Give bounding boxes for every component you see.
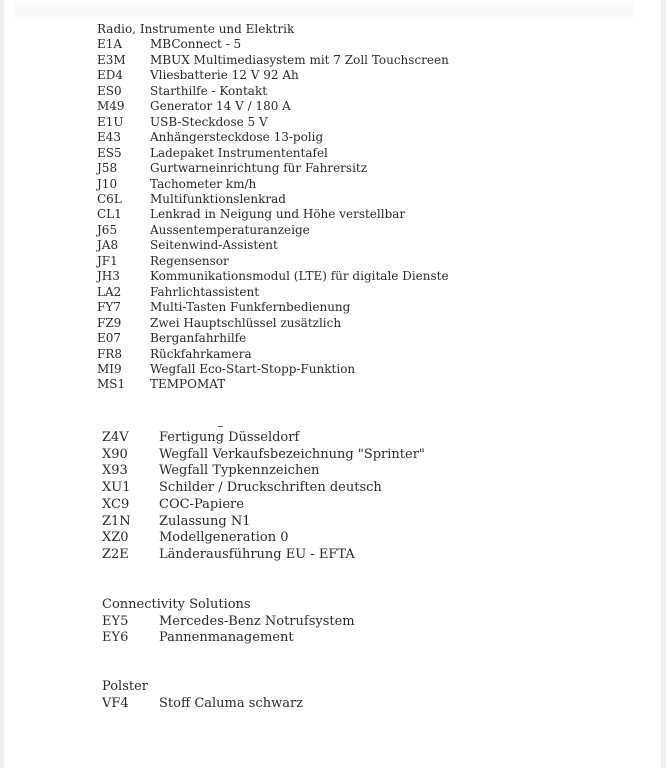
option-description: Rückfahrkamera	[150, 346, 252, 361]
section-radio-instrumente-elektrik	[97, 22, 449, 393]
option-description: Mercedes-Benz Notrufsystem	[159, 613, 355, 629]
option-description: Zwei Hauptschlüssel zusätzlich	[150, 315, 342, 330]
option-code: ES0	[97, 83, 122, 98]
list-item	[97, 115, 449, 130]
option-description: Länderausführung EU - EFTA	[159, 546, 355, 562]
page-top-shadow	[14, 0, 634, 20]
list-item	[97, 99, 449, 114]
option-code: VF4	[102, 695, 129, 711]
option-description: Ladepaket Instrumententafel	[150, 145, 328, 160]
list-item	[97, 362, 449, 377]
option-code: LA2	[97, 284, 122, 299]
list-item	[97, 285, 449, 300]
option-description: Stoff Caluma schwarz	[159, 695, 304, 711]
option-description: Multifunktionslenkrad	[150, 191, 286, 206]
option-description: Pannenmanagement	[159, 630, 294, 646]
option-code: EY5	[102, 613, 129, 629]
option-description: Vliesbatterie 12 V 92 Ah	[150, 68, 299, 83]
list-item	[97, 269, 449, 284]
option-code: XC9	[102, 496, 130, 512]
section-heading: Radio, Instrumente und Elektrik	[97, 22, 295, 36]
option-code: JH3	[97, 269, 120, 284]
list-item	[97, 207, 449, 222]
list-item	[102, 430, 425, 447]
option-code: X93	[102, 463, 128, 479]
option-code: EY6	[102, 630, 129, 646]
option-code: Z1N	[102, 513, 131, 529]
list-item	[97, 53, 449, 68]
option-code: JF1	[97, 253, 118, 268]
list-item	[102, 463, 425, 480]
section-heading: Connectivity Solutions	[102, 597, 251, 612]
option-description: Wegfall Eco-Start-Stopp-Funktion	[150, 361, 356, 376]
option-code: J58	[97, 161, 118, 176]
list-item	[97, 192, 449, 207]
option-code: Z2E	[102, 546, 129, 562]
list-item	[97, 223, 449, 238]
list-item	[97, 68, 449, 83]
option-code: E43	[97, 130, 122, 145]
option-description: COC-Papiere	[159, 496, 244, 512]
list-item	[97, 161, 449, 176]
list-item	[102, 530, 425, 547]
list-item	[102, 497, 425, 514]
option-description: Multi-Tasten Funkfernbedienung	[150, 300, 351, 315]
list-item	[97, 37, 449, 52]
option-description: Anhängersteckdose 13-polig	[150, 130, 324, 145]
option-code: E3M	[97, 52, 126, 67]
option-description: Regensensor	[150, 253, 229, 268]
option-code: CL1	[97, 207, 122, 222]
stray-dash-mark	[218, 426, 223, 427]
option-code: Z4V	[102, 430, 129, 445]
list-item	[97, 254, 449, 269]
list-item	[97, 130, 449, 145]
option-code: FY7	[97, 300, 121, 315]
option-description: Kommunikationsmodul (LTE) für digitale Dienste	[150, 269, 449, 284]
option-description: Fertigung Düsseldorf	[159, 430, 300, 445]
option-code: ED4	[97, 68, 124, 83]
option-code: J10	[97, 176, 118, 191]
option-description: Zulassung N1	[159, 513, 251, 529]
option-description: Gurtwarneinrichtung für Fahrersitz	[150, 161, 368, 176]
option-code: X90	[102, 446, 128, 462]
option-description: USB-Steckdose 5 V	[150, 114, 268, 129]
option-description: Starthilfe - Kontakt	[150, 83, 268, 98]
option-code: C6L	[97, 191, 122, 206]
option-description: Lenkrad in Neigung und Höhe verstellbar	[150, 207, 406, 222]
option-code: XU1	[102, 480, 131, 496]
option-code: FR8	[97, 346, 122, 361]
option-description: Fahrlichtassistent	[150, 284, 260, 299]
option-code: MI9	[97, 361, 122, 376]
option-description: Wegfall Verkaufsbezeichnung "Sprinter"	[159, 446, 425, 462]
option-description: Seitenwind-Assistent	[150, 238, 278, 253]
option-code: E07	[97, 331, 122, 346]
option-description: Generator 14 V / 180 A	[150, 99, 291, 114]
option-code: E1U	[97, 114, 124, 129]
option-code: MS1	[97, 377, 126, 392]
section-connectivity-solutions	[102, 597, 355, 647]
section-heading: Polster	[102, 679, 149, 694]
list-item	[97, 238, 449, 253]
option-code: J65	[97, 222, 118, 237]
option-description: Wegfall Typkennzeichen	[159, 463, 320, 479]
section-fertigung	[102, 430, 425, 564]
list-item	[97, 316, 449, 331]
option-description: Schilder / Druckschriften deutsch	[159, 480, 382, 496]
option-description: Tachometer km/h	[150, 176, 257, 191]
option-description: MBUX Multimediasystem mit 7 Zoll Touchscreen	[150, 52, 449, 67]
list-item	[97, 177, 449, 192]
option-description: MBConnect - 5	[150, 37, 242, 52]
option-code: ES5	[97, 145, 122, 160]
option-code: M49	[97, 99, 125, 114]
option-code: E1A	[97, 37, 123, 52]
option-description: Berganfahrhilfe	[150, 331, 247, 346]
list-item	[97, 84, 449, 99]
list-item	[102, 447, 425, 464]
list-item	[102, 696, 303, 713]
option-description: Modellgeneration 0	[159, 530, 289, 546]
list-item	[102, 614, 355, 631]
option-description: TEMPOMAT	[150, 377, 226, 392]
option-code: FZ9	[97, 315, 122, 330]
list-item	[102, 480, 425, 497]
list-item	[97, 146, 449, 161]
list-item	[97, 347, 449, 362]
section-polster	[102, 679, 303, 712]
list-item	[102, 547, 425, 564]
option-code: XZ0	[102, 530, 129, 546]
list-item	[102, 514, 425, 531]
list-item	[97, 331, 449, 346]
list-item	[97, 300, 449, 315]
list-item	[97, 377, 449, 392]
option-code: JA8	[97, 238, 119, 253]
option-description: Aussentemperaturanzeige	[150, 222, 310, 237]
list-item	[102, 630, 355, 647]
